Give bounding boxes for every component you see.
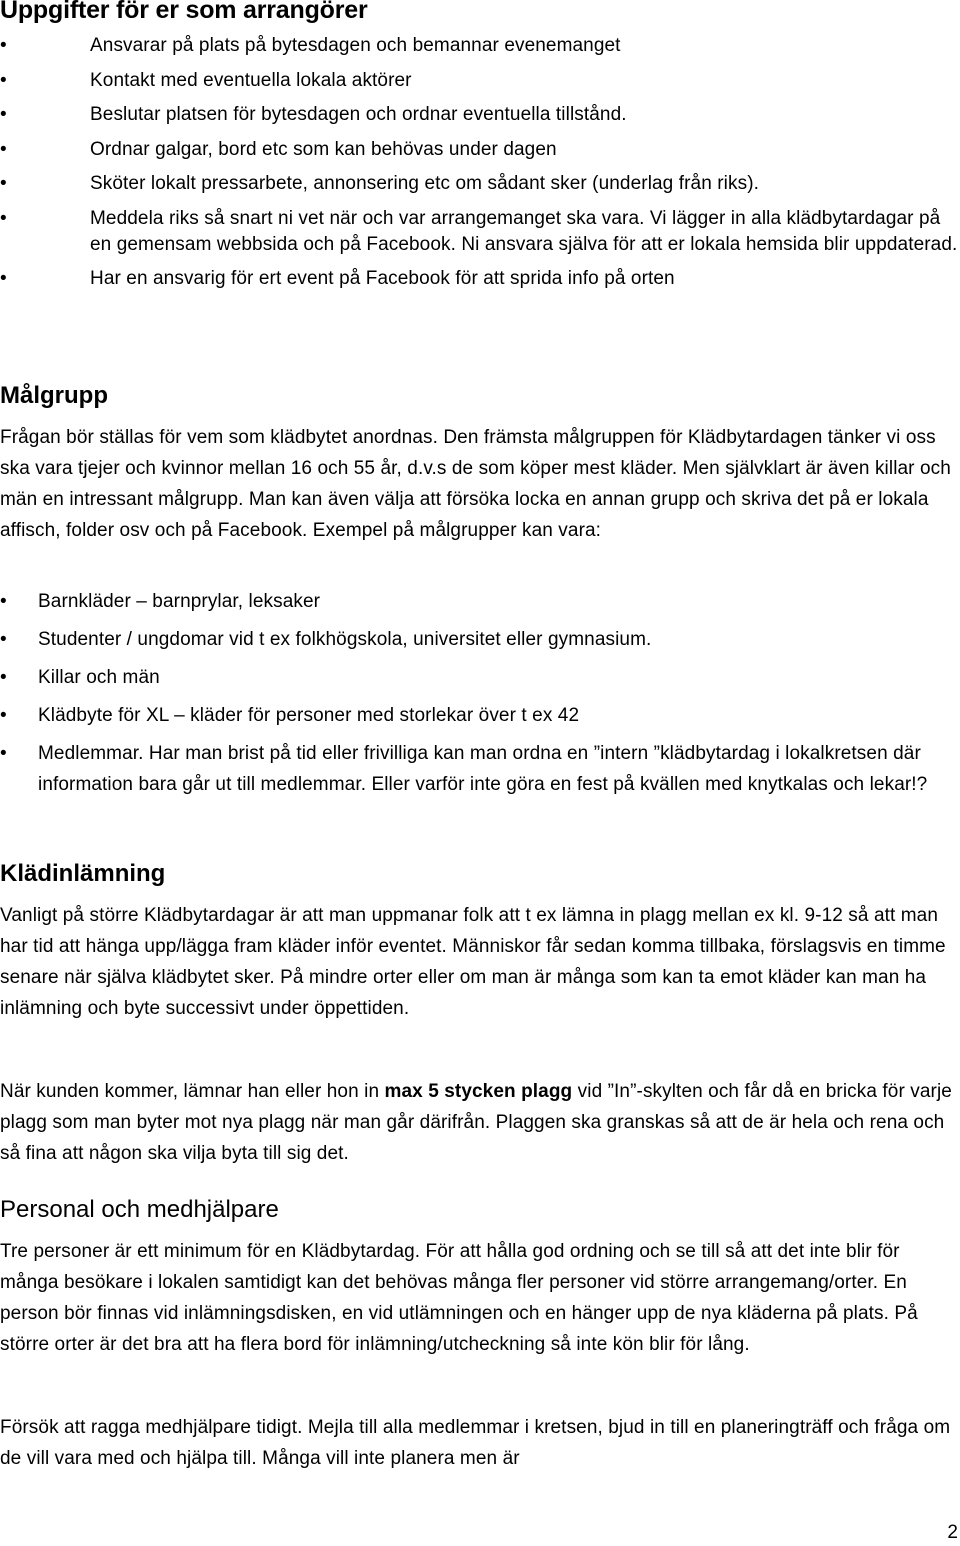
bullet-icon: • bbox=[0, 743, 7, 764]
list-item: • Sköter lokalt pressarbete, annonsering etc om sådant sker (underlag från riks). bbox=[0, 171, 960, 197]
bullet-icon: • bbox=[0, 173, 7, 194]
list-item: • Kontakt med eventuella lokala aktörer bbox=[0, 68, 960, 94]
max-items-emphasis: max 5 stycken plagg bbox=[384, 1081, 573, 1102]
list-item: • Meddela riks så snart ni vet när och var arrangemanget ska vara. Vi lägger in alla klädbytardagar på en gemensam webbsida och på Facebook. Ni ansvara själva för att er lokala hemsida blir uppdaterad. bbox=[0, 207, 958, 255]
bullet-icon: • bbox=[0, 35, 7, 56]
heading-personal: Personal och medhjälpare bbox=[0, 1196, 279, 1223]
list-item: • Studenter / ungdomar vid t ex folkhögskola, universitet eller gymnasium. bbox=[0, 624, 960, 655]
bullet-icon: • bbox=[0, 705, 7, 726]
list-item: • Har en ansvarig för ert event på Facebook för att sprida info på orten bbox=[0, 266, 960, 292]
page-number: 2 bbox=[947, 1522, 958, 1543]
bullet-icon: • bbox=[0, 69, 7, 91]
list-item: • Medlemmar. Har man brist på tid eller frivilliga kan man ordna en ”intern ”klädbytardag i lokalkretsen där information bara går ut till medlemmar. Eller varför inte göra en fest på kvällen med knytkalas och lekar!? bbox=[0, 738, 960, 800]
bullet-icon: • bbox=[0, 629, 7, 650]
bullet-icon: • bbox=[0, 268, 7, 289]
list-item: • Beslutar platsen för bytesdagen och ordnar eventuella tillstånd. bbox=[0, 102, 960, 128]
arrangor-task-list bbox=[0, 33, 960, 301]
list-item: • Killar och män bbox=[0, 662, 960, 693]
bullet-icon: • bbox=[0, 591, 7, 612]
kladinlamning-paragraph-2: När kunden kommer, lämnar han eller hon in max 5 stycken plagg vid ”In”-skylten och får då en bricka för varje plagg som man byter mot nya plagg när man går därifrån. Plaggen ska granskas så att de är hela och rena och så fina att någon ska vilja byta till sig det. bbox=[0, 1081, 952, 1164]
heading-kladinlamning: Klädinlämning bbox=[0, 860, 166, 887]
personal-paragraph-1: Tre personer är ett minimum för en Klädbytardag. För att hålla god ordning och se till så att det inte blir för många besökare i lokalen samtidigt kan det behövas många fler personer vid större arrangemang/orter. En person bör finnas vid inlämningsdisken, en vid utlämningen och en hänger upp de nya kläderna på plats. På större orter är det bra att ha flera bord för inlämning/utcheckning så inte kön blir för lång. bbox=[0, 1241, 918, 1355]
list-item: • Ordnar galgar, bord etc som kan behövas under dagen bbox=[0, 137, 960, 163]
bullet-icon: • bbox=[0, 138, 7, 160]
personal-paragraph-2: Försök att ragga medhjälpare tidigt. Mejla till alla medlemmar i kretsen, bjud in till en planeringträff och fråga om de vill vara med och hjälpa till. Många vill inte planera men är bbox=[0, 1417, 951, 1469]
list-item: • Ansvarar på plats på bytesdagen och bemannar evenemanget bbox=[0, 33, 960, 59]
kladinlamning-paragraph-1: Vanligt på större Klädbytardagar är att man uppmanar folk att t ex lämna in plagg mellan ex kl. 9-12 så att man har tid att hänga upp/lägga fram kläder inför eventet. Människor får sedan komma tillbaka, förslagsvis en timme senare när själva klädbytet sker. På mindre orter eller om man är många som kan ta emot kläder kan man ha inlämning och byte successivt under öppettiden. bbox=[0, 905, 946, 1019]
bullet-icon: • bbox=[0, 667, 7, 688]
list-item: • Klädbyte för XL – kläder för personer med storlekar över t ex 42 bbox=[0, 700, 960, 731]
heading-arrangor-tasks: Uppgifter för er som arrangörer bbox=[0, 0, 368, 24]
bullet-icon: • bbox=[0, 207, 7, 229]
heading-malgrupp: Målgrupp bbox=[0, 382, 108, 409]
target-group-list bbox=[0, 586, 960, 807]
malgrupp-paragraph: Frågan bör ställas för vem som klädbytet anordnas. Den främsta målgruppen för Klädbytardagen tänker vi oss ska vara tjejer och kvinnor mellan 16 och 55 år, d.v.s de som köper mest kläder. Men självklart är även killar och män en intressant målgrupp. Man kan även välja att försöka locka en annan grupp och skriva det på er lokala affisch, folder osv och på Facebook. Exempel på målgrupper kan vara: bbox=[0, 427, 951, 541]
list-item: • Barnkläder – barnprylar, leksaker bbox=[0, 586, 960, 617]
bullet-icon: • bbox=[0, 104, 7, 125]
